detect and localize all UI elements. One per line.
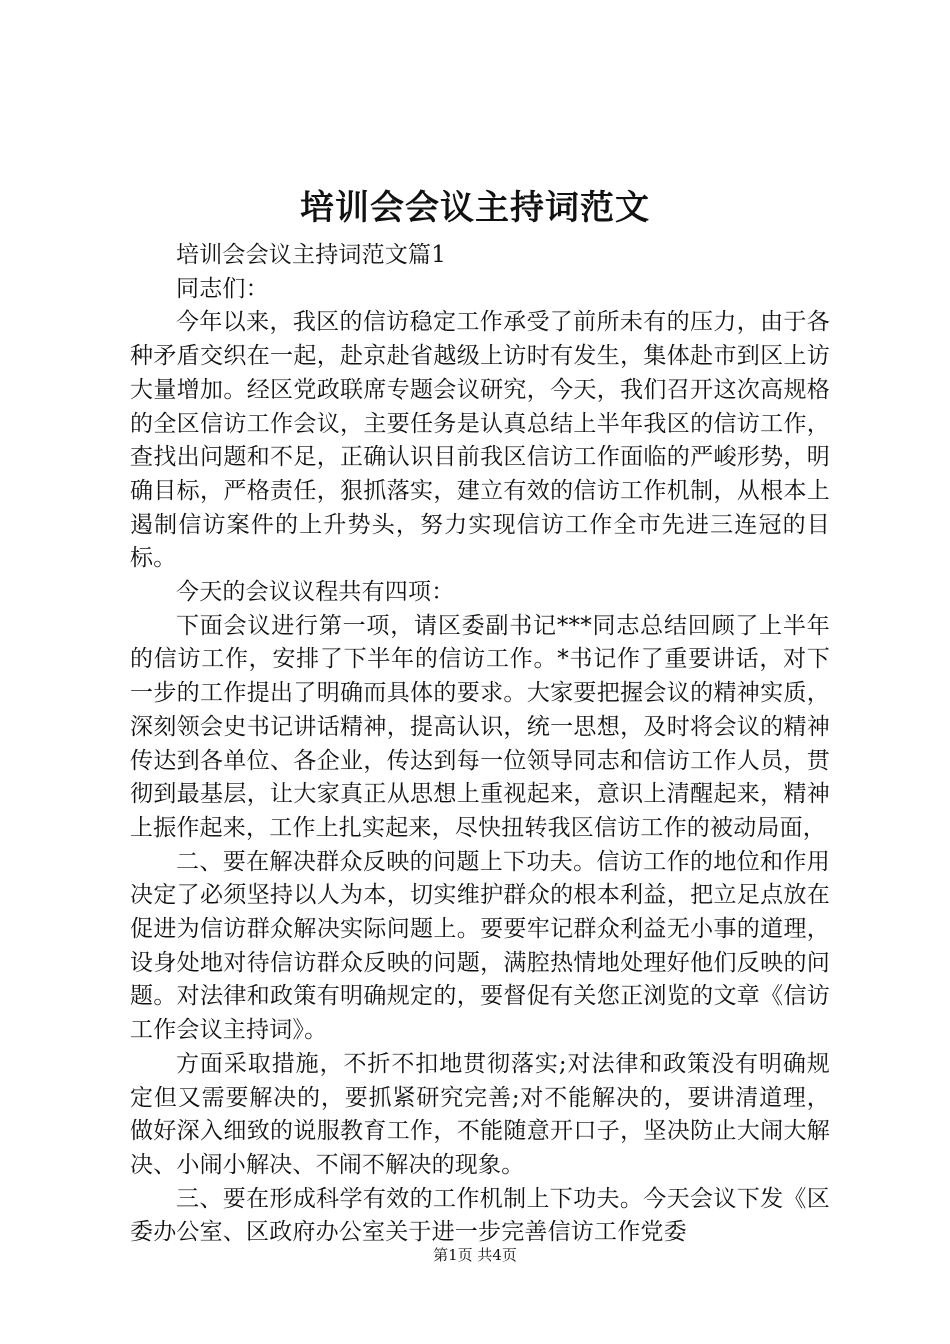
paragraph-item-two: 二、要在解决群众反映的问题上下功夫。信访工作的地位和作用决定了必须坚持以人为本，切实维护群众的根本利益，把立足点放在促进为信访群众解决实际问题上。要要牢记群众利益无小事的道理，设身处地对待信访群众反映的问题，满腔热情地处理好他们反映的问题。对法律和政策有明确规定的，要督促有关您正浏览的文章《信访工作会议主持词》。 bbox=[130, 848, 830, 1044]
page-footer: 第1页 共4页 bbox=[433, 1246, 517, 1264]
paragraph-intro: 今年以来，我区的信访稳定工作承受了前所未有的压力，由于各种矛盾交织在一起，赴京赴省越级上访时有发生，集体赴市到区上访大量增加。经区党政联席专题会议研究，今天，我们召开这次高规格的全区信访工作会议，主要任务是认真总结上半年我区的信访工作，查找出问题和不足，正确认识目前我区信访工作面临的严峻形势，明确目标，严格责任，狠抓落实，建立有效的信访工作机制，从根本上遏制信访案件的上升势头，努力实现信访工作全市先进三连冠的目标。 bbox=[130, 309, 830, 572]
paragraph-measures: 方面采取措施，不折不扣地贯彻落实;对法律和政策没有明确规定但又需要解决的，要抓紧研究完善;对不能解决的，要讲清道理，做好深入细致的说服教育工作，不能随意开口子，坚决防止大闹大解决、小闹小解决、不闹不解决的现象。 bbox=[130, 1050, 830, 1178]
document-title: 培训会会议主持词范文 bbox=[300, 188, 650, 228]
paragraph-item-one: 下面会议进行第一项，请区委副书记***同志总结回顾了上半年的信访工作，安排了下半年的信访工作。*书记作了重要讲话，对下一步的工作提出了明确而具体的要求。大家要把握会议的精神实质，深刻领会史书记讲话精神，提高认识，统一思想，及时将会议的精神传达到各单位、各企业，传达到每一位领导同志和信访工作人员，贯彻到最基层，让大家真正从思想上重视起来，意识上清醒起来，精神上振作起来，工作上扎实起来，尽快扭转我区信访工作的被动局面， bbox=[130, 612, 830, 841]
paragraph-item-three: 三、要在形成科学有效的工作机制上下功夫。今天会议下发《区委办公室、区政府办公室关于进一步完善信访工作党委 bbox=[130, 1185, 830, 1246]
paragraph-heading: 培训会会议主持词范文篇1 bbox=[176, 242, 447, 268]
document-body bbox=[130, 239, 830, 1250]
paragraph-agenda: 今天的会议议程共有四项： bbox=[176, 579, 455, 606]
paragraph-salutation: 同志们： bbox=[176, 275, 269, 302]
